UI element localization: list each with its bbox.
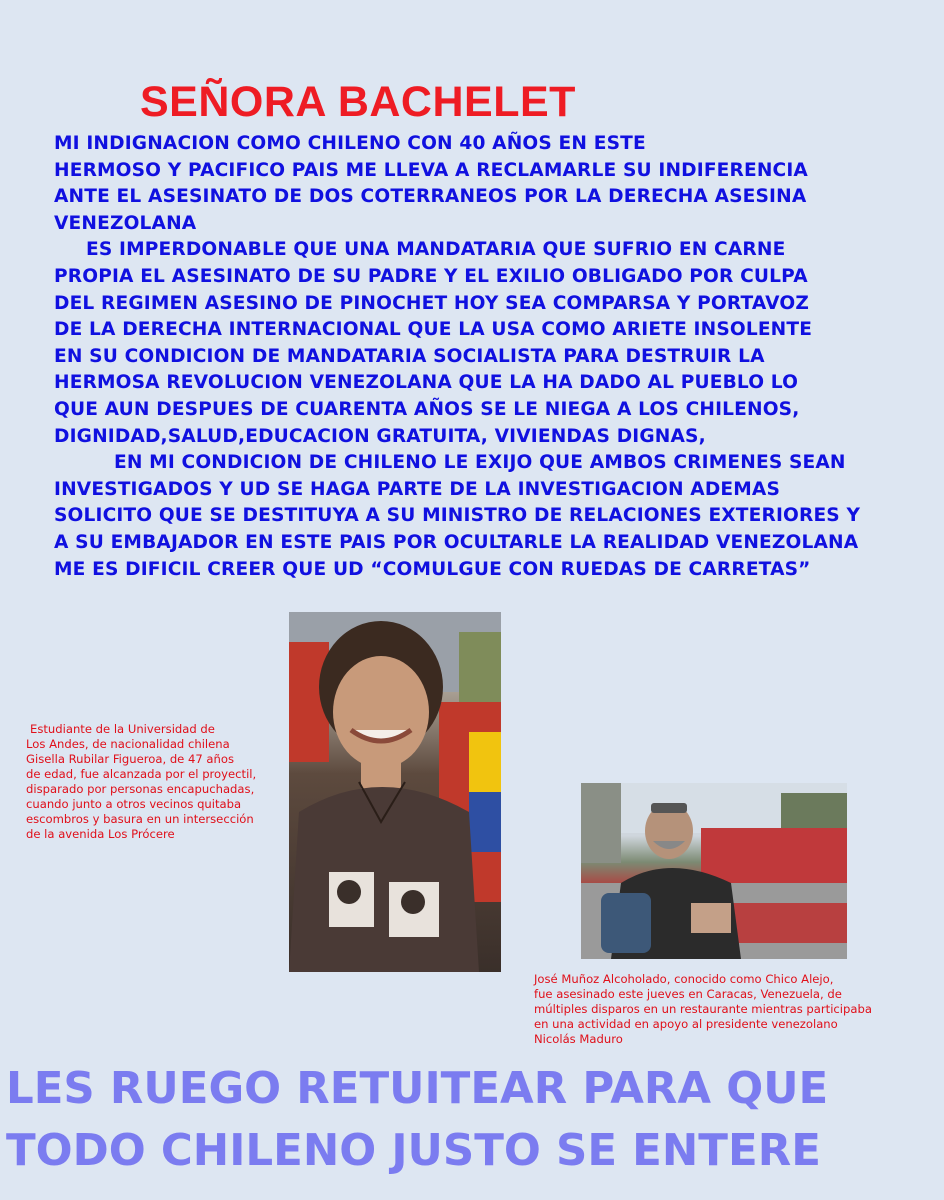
letter-line: QUE AUN DESPUES DE CUARENTA AÑOS SE LE NIEGA A LOS CHILENOS, — [54, 398, 800, 420]
letter-line: VENEZOLANA — [54, 212, 197, 234]
letter-line: DEL REGIMEN ASESINO DE PINOCHET HOY SEA COMPARSA Y PORTAVOZ — [54, 292, 809, 314]
letter-line: HERMOSA REVOLUCION VENEZOLANA QUE LA HA DADO AL PUEBLO LO — [54, 372, 799, 394]
call-to-action-line: LES RUEGO RETUITEAR PARA QUE — [6, 1064, 829, 1114]
letter-line: HERMOSO Y PACIFICO PAIS ME LLEVA A RECLAMARLE SU INDIFERENCIA — [54, 159, 808, 181]
letter-line: DE LA DERECHA INTERNACIONAL QUE LA USA COMO ARIETE INSOLENTE — [54, 319, 813, 341]
call-to-action-line: TODO CHILENO JUSTO SE ENTERE — [6, 1126, 821, 1176]
letter-line: MI INDIGNACION COMO CHILENO CON 40 AÑOS EN ESTE — [54, 133, 646, 154]
caption-line: disparado por personas encapuchadas, — [26, 782, 255, 796]
caption-line: de la avenida Los Prócere — [26, 827, 175, 841]
letter-line: ES IMPERDONABLE QUE UNA MANDATARIA QUE SUFRIO EN CARNE — [86, 239, 786, 261]
letter-body — [54, 131, 944, 583]
caption-line: múltiples disparos en un restaurante mientras participaba — [534, 1002, 872, 1016]
caption-line: en una actividad en apoyo al presidente venezolano — [534, 1017, 838, 1031]
caption-line: Nicolás Maduro — [534, 1032, 623, 1046]
letter-line: DIGNIDAD,SALUD,EDUCACION GRATUITA, VIVIENDAS DIGNAS, — [54, 425, 706, 447]
letter-line: PROPIA EL ASESINATO DE SU PADRE Y EL EXILIO OBLIGADO POR CULPA — [54, 265, 808, 287]
photo-jose-munoz — [581, 783, 847, 959]
caption-line: Los Andes, de nacionalidad chilena — [26, 737, 230, 751]
caption-line: de edad, fue alcanzada por el proyectil, — [26, 767, 257, 781]
letter-line: INVESTIGADOS Y UD SE HAGA PARTE DE LA INVESTIGACION ADEMAS — [54, 478, 781, 500]
letter-line: ANTE EL ASESINATO DE DOS COTERRANEOS POR LA DERECHA ASESINA — [54, 186, 807, 208]
caption-line: fue asesinado este jueves en Caracas, Venezuela, de — [534, 987, 842, 1001]
letter-line: EN SU CONDICION DE MANDATARIA SOCIALISTA PARA DESTRUIR LA — [54, 345, 765, 367]
caption-jose-munoz — [534, 972, 872, 1047]
page-title: SEÑORA BACHELET — [140, 78, 576, 126]
caption-line: Estudiante de la Universidad de — [30, 722, 215, 736]
caption-gisella-rubilar — [26, 722, 256, 842]
caption-line: José Muñoz Alcoholado, conocido como Chico Alejo, — [534, 972, 834, 986]
photo-gisella-rubilar — [289, 612, 501, 972]
caption-line: escombros y basura en un intersección — [26, 812, 254, 826]
caption-line: cuando junto a otros vecinos quitaba — [26, 797, 242, 811]
letter-line: EN MI CONDICION DE CHILENO LE EXIJO QUE AMBOS CRIMENES SEAN — [114, 452, 846, 474]
caption-line: Gisella Rubilar Figueroa, de 47 años — [26, 752, 235, 766]
woman-photo-illustration — [289, 612, 501, 972]
letter-line: A SU EMBAJADOR EN ESTE PAIS POR OCULTARLE LA REALIDAD VENEZOLANA — [54, 531, 859, 553]
man-photo-illustration — [581, 783, 847, 959]
letter-line: ME ES DIFICIL CREER QUE UD “COMULGUE CON RUEDAS DE CARRETAS” — [54, 558, 811, 580]
letter-line: SOLICITO QUE SE DESTITUYA A SU MINISTRO DE RELACIONES EXTERIORES Y — [54, 505, 861, 527]
call-to-action — [6, 1058, 828, 1182]
